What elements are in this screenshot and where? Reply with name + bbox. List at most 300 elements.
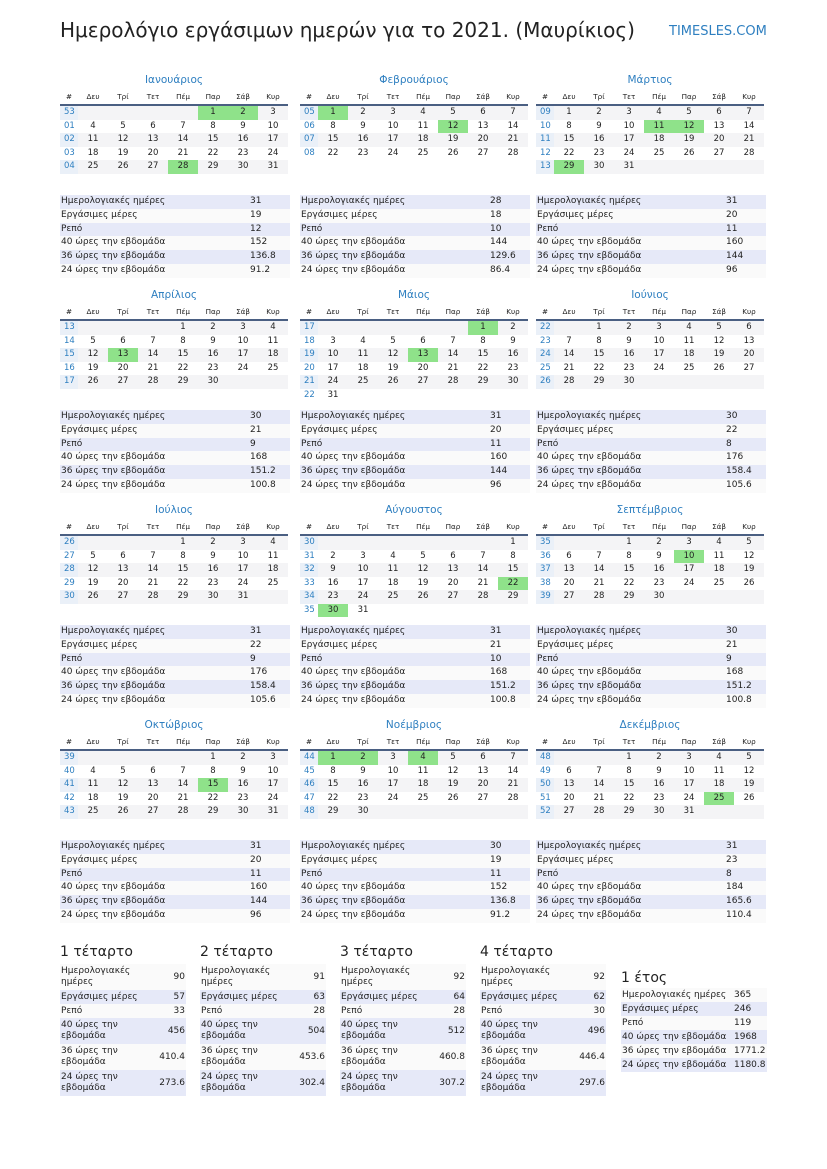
day-cell: 17 (258, 133, 288, 147)
month-table (300, 520, 528, 617)
stat-row (200, 1070, 326, 1096)
holiday-day-cell: 30 (318, 604, 348, 618)
day-cell (584, 750, 614, 765)
holiday-day-cell: 13 (108, 348, 138, 362)
week-number: 41 (60, 778, 78, 792)
day-cell (704, 805, 734, 819)
stat-row (536, 264, 766, 278)
week-row (300, 362, 528, 376)
day-cell: 17 (378, 778, 408, 792)
day-cell: 9 (656, 550, 662, 561)
day-cell: 18 (408, 133, 438, 147)
week-row (536, 133, 764, 147)
day-cell (348, 389, 378, 403)
month-table (60, 520, 288, 604)
stat-value: 96 (726, 264, 766, 278)
week-row (60, 362, 288, 376)
day-cell: 27 (554, 805, 584, 819)
weekday-header: Τετ (614, 90, 644, 105)
month-table (300, 735, 528, 819)
stat-label: Εργάσιμες μέρες (60, 639, 250, 653)
day-cell: 5 (704, 320, 734, 335)
stat-value: 31 (490, 410, 530, 424)
day-cell: 5 (734, 750, 764, 765)
stat-row (200, 990, 326, 1004)
day-cell: 11 (713, 550, 725, 561)
stat-row (300, 236, 530, 250)
week-row (300, 133, 528, 147)
weekday-header: Τρί (584, 305, 614, 320)
stat-label: Ρεπό (340, 1004, 432, 1018)
brand-link[interactable]: TIMESLES.COM (669, 24, 767, 39)
stat-label: Εργάσιμες μέρες (60, 990, 152, 1004)
day-cell: 7 (498, 105, 528, 120)
week-row (60, 577, 288, 591)
stat-value: 168 (490, 666, 530, 680)
day-cell (674, 160, 704, 174)
stat-label: Ημερολογιακές ημέρες (60, 964, 152, 990)
stat-row (300, 250, 530, 264)
day-cell: 5 (674, 105, 704, 120)
week-number: 48 (300, 805, 318, 819)
day-cell: 5 (390, 335, 396, 346)
day-cell: 24 (237, 362, 249, 373)
holiday-day-cell: 12 (674, 120, 704, 134)
stat-row (60, 451, 290, 465)
day-cell (138, 535, 168, 550)
month-table (60, 735, 288, 819)
day-cell: 8 (626, 765, 632, 776)
day-cell: 5 (90, 550, 96, 561)
stat-value: 12 (250, 223, 290, 237)
week-number: 38 (540, 577, 551, 588)
stat-label: Εργάσιμες μέρες (536, 424, 726, 438)
stat-label: Ρεπό (536, 868, 726, 882)
day-cell: 2 (330, 550, 336, 561)
day-cell: 7 (150, 550, 156, 561)
month-calendar (300, 717, 528, 819)
day-cell: 23 (237, 147, 249, 158)
month-calendar (300, 287, 528, 402)
day-cell: 6 (450, 550, 456, 561)
stat-row (536, 236, 766, 250)
day-cell: 9 (626, 335, 632, 346)
month-calendar (536, 717, 764, 819)
day-cell: 25 (348, 375, 378, 389)
day-cell: 28 (438, 375, 468, 389)
day-cell: 8 (596, 335, 602, 346)
day-cell: 18 (704, 778, 734, 792)
day-cell: 10 (653, 335, 665, 346)
day-cell: 20 (417, 362, 429, 373)
stat-value: 30 (726, 625, 766, 639)
day-cell (438, 389, 468, 403)
day-cell: 8 (180, 335, 186, 346)
stat-value: 28 (490, 195, 530, 209)
stat-label: Ημερολογιακές ημέρες (60, 625, 250, 639)
stat-value: 62 (572, 990, 606, 1004)
stat-label: 36 ώρες την εβδομάδα (300, 465, 490, 479)
day-cell: 31 (258, 805, 288, 819)
stat-label: Ημερολογιακές ημέρες (300, 410, 490, 424)
day-cell: 30 (584, 160, 614, 174)
day-cell: 19 (734, 563, 764, 577)
day-cell: 30 (644, 805, 674, 819)
stat-label: Εργάσιμες μέρες (536, 854, 726, 868)
day-cell: 16 (348, 778, 378, 792)
month-table (536, 305, 764, 389)
day-cell: 22 (563, 147, 575, 158)
day-cell: 1 (614, 535, 644, 550)
stat-label: 40 ώρες την εβδομάδα (300, 236, 490, 250)
week-row (536, 105, 764, 120)
stat-row (60, 964, 186, 990)
week-row (300, 563, 528, 577)
stat-value: 30 (250, 410, 290, 424)
stat-row (480, 1004, 606, 1018)
stat-row (60, 438, 290, 452)
stat-value: 20 (726, 209, 766, 223)
day-cell: 25 (713, 577, 725, 588)
stat-label: 36 ώρες την εβδομάδα (60, 680, 250, 694)
stat-row (300, 653, 530, 667)
day-cell: 12 (78, 563, 108, 577)
week-number: 46 (300, 778, 318, 792)
stat-row (300, 854, 530, 868)
day-cell: 7 (480, 550, 486, 561)
stat-row (300, 639, 530, 653)
quarter-stats (200, 964, 326, 1096)
stat-value: 23 (726, 854, 766, 868)
stat-value: 90 (152, 964, 186, 990)
day-cell: 28 (743, 147, 755, 158)
weekday-header: Τετ (138, 735, 168, 750)
weekday-header: Σάβ (704, 90, 734, 105)
stat-row (300, 694, 530, 708)
stat-value: 273.6 (152, 1070, 186, 1096)
day-cell (468, 604, 498, 618)
day-cell: 29 (468, 375, 498, 389)
day-cell: 17 (378, 133, 408, 147)
week-number: 15 (60, 348, 78, 362)
day-cell: 14 (584, 778, 614, 792)
day-cell: 3 (330, 335, 336, 346)
day-cell: 6 (468, 105, 498, 120)
week-row (60, 550, 288, 564)
day-cell: 10 (623, 120, 635, 131)
day-cell: 15 (318, 133, 348, 147)
month-stats (300, 410, 530, 493)
day-cell: 13 (743, 335, 755, 346)
stat-value: 453.6 (292, 1044, 326, 1070)
stat-row (60, 694, 290, 708)
day-cell (408, 805, 438, 819)
week-row (300, 348, 528, 362)
stat-label: 24 ώρες την εβδομάδα (621, 1058, 733, 1072)
day-cell (584, 535, 614, 550)
week-row (60, 765, 288, 779)
stat-label: 36 ώρες την εβδομάδα (621, 1044, 733, 1058)
day-cell: 29 (584, 375, 614, 389)
day-cell: 30 (644, 590, 674, 604)
day-cell: 29 (198, 805, 228, 819)
stat-row (60, 195, 290, 209)
holiday-day-cell: 2 (348, 750, 378, 765)
day-cell: 29 (168, 375, 198, 389)
day-cell: 18 (258, 348, 288, 362)
day-cell: 7 (596, 765, 602, 776)
stat-value: 28 (292, 1004, 326, 1018)
day-cell: 24 (387, 147, 399, 158)
week-number: 17 (60, 375, 78, 389)
stat-row (60, 895, 290, 909)
stat-label: 24 ώρες την εβδομάδα (536, 264, 726, 278)
day-cell (318, 535, 348, 550)
weekday-header: Παρ (438, 520, 468, 535)
day-cell: 19 (87, 362, 99, 373)
year-stats (621, 988, 767, 1072)
day-cell: 3 (258, 105, 288, 120)
weekday-header: Τρί (348, 90, 378, 105)
day-cell: 28 (584, 805, 614, 819)
day-cell: 1 (614, 750, 644, 765)
day-cell: 24 (683, 577, 695, 588)
stat-row (621, 1058, 767, 1072)
month-stats (536, 625, 766, 708)
day-cell (704, 160, 734, 174)
holiday-day-cell: 1 (198, 105, 228, 120)
day-cell: 11 (78, 133, 108, 147)
stat-row (300, 881, 530, 895)
weekday-header: Δευ (78, 305, 108, 320)
day-cell (734, 590, 764, 604)
stat-label: Ρεπό (300, 223, 490, 237)
day-cell: 9 (318, 563, 348, 577)
day-cell: 4 (674, 320, 704, 335)
day-cell: 12 (743, 765, 755, 776)
weekday-header: Δευ (554, 305, 584, 320)
day-cell: 19 (117, 147, 129, 158)
weekday-header: Σάβ (468, 520, 498, 535)
month-calendar (536, 287, 764, 389)
stat-row (300, 195, 530, 209)
day-cell: 24 (348, 590, 378, 604)
day-cell: 4 (258, 535, 288, 550)
week-number: 35 (304, 604, 315, 615)
day-cell: 8 (510, 550, 516, 561)
day-cell (438, 320, 468, 335)
week-number-header: # (60, 735, 78, 750)
day-cell: 22 (327, 147, 339, 158)
day-cell: 26 (378, 375, 408, 389)
day-cell: 31 (357, 604, 369, 615)
day-cell (554, 320, 584, 335)
day-cell: 31 (614, 160, 644, 174)
stat-label: 24 ώρες την εβδομάδα (536, 479, 726, 493)
day-cell: 21 (447, 362, 459, 373)
day-cell: 16 (198, 563, 228, 577)
day-cell: 4 (644, 105, 674, 120)
stat-value: 144 (726, 250, 766, 264)
stat-value: 136.8 (250, 250, 290, 264)
day-cell: 24 (653, 362, 665, 373)
day-cell: 2 (498, 320, 528, 335)
day-cell: 4 (390, 550, 396, 561)
quarter-stats (60, 964, 186, 1096)
weekday-header: Τρί (108, 520, 138, 535)
stat-value: 20 (250, 854, 290, 868)
day-cell: 26 (408, 590, 438, 604)
day-cell (408, 535, 438, 550)
day-cell: 19 (87, 577, 99, 588)
stat-label: Ρεπό (60, 438, 250, 452)
weekday-header: Κυρ (498, 735, 528, 750)
stat-value: 31 (490, 625, 530, 639)
day-cell: 11 (348, 348, 378, 362)
day-cell: 29 (318, 805, 348, 819)
stat-row (300, 223, 530, 237)
week-number: 36 (540, 550, 551, 561)
week-number: 18 (304, 335, 315, 346)
stat-label: 36 ώρες την εβδομάδα (536, 465, 726, 479)
day-cell: 7 (596, 550, 602, 561)
holiday-day-cell: 15 (198, 778, 228, 792)
day-cell: 14 (168, 133, 198, 147)
week-number-header: # (300, 305, 318, 320)
stat-row (621, 1044, 767, 1058)
day-cell: 17 (674, 778, 704, 792)
stat-label: Ρεπό (536, 653, 726, 667)
week-number: 43 (60, 805, 78, 819)
stat-row (200, 1004, 326, 1018)
day-cell: 9 (360, 120, 366, 131)
stat-label: Ρεπό (60, 1004, 152, 1018)
weekday-header: Τρί (108, 305, 138, 320)
day-cell: 27 (138, 805, 168, 819)
day-cell: 22 (623, 577, 635, 588)
day-cell: 25 (267, 577, 279, 588)
day-cell: 25 (683, 362, 695, 373)
day-cell: 18 (87, 147, 99, 158)
stat-label: 36 ώρες την εβδομάδα (300, 680, 490, 694)
stat-row (60, 1044, 186, 1070)
week-number: 51 (540, 792, 551, 803)
month-name: Οκτώβριος (144, 719, 204, 731)
day-cell: 13 (108, 563, 138, 577)
day-cell (734, 805, 764, 819)
day-cell: 2 (644, 535, 674, 550)
day-cell: 27 (713, 147, 725, 158)
weekday-header: Πέμ (408, 520, 438, 535)
stat-label: 36 ώρες την εβδομάδα (300, 250, 490, 264)
stat-row (60, 639, 290, 653)
day-cell: 19 (438, 778, 468, 792)
day-cell: 8 (330, 120, 336, 131)
week-row (60, 778, 288, 792)
stat-value: 10 (490, 653, 530, 667)
week-row (60, 792, 288, 806)
day-cell: 31 (327, 389, 339, 400)
day-cell: 15 (198, 133, 228, 147)
stat-label: Ημερολογιακές ημέρες (60, 195, 250, 209)
day-cell: 13 (138, 133, 168, 147)
week-number: 35 (536, 535, 554, 550)
weekday-header: Πέμ (168, 305, 198, 320)
week-row (60, 105, 288, 120)
day-cell: 10 (387, 765, 399, 776)
stat-row (536, 250, 766, 264)
day-cell: 14 (507, 765, 519, 776)
stat-row (60, 840, 290, 854)
day-cell: 2 (584, 105, 614, 120)
day-cell: 25 (78, 160, 108, 174)
day-cell: 10 (683, 765, 695, 776)
stat-label: Εργάσιμες μέρες (480, 990, 572, 1004)
month-name: Μάρτιος (627, 74, 673, 86)
day-cell: 16 (228, 133, 258, 147)
week-number-header: # (60, 305, 78, 320)
day-cell: 10 (318, 348, 348, 362)
day-cell: 10 (348, 563, 378, 577)
weekday-header: Πέμ (168, 735, 198, 750)
day-cell: 28 (138, 375, 168, 389)
day-cell: 7 (566, 335, 572, 346)
stat-row (536, 653, 766, 667)
stat-label: 24 ώρες την εβδομάδα (536, 694, 726, 708)
day-cell: 27 (477, 792, 489, 803)
day-cell: 9 (240, 765, 246, 776)
weekday-header: Κυρ (498, 90, 528, 105)
weekday-header: Σάβ (704, 305, 734, 320)
stat-label: Ρεπό (536, 438, 726, 452)
stat-label: 36 ώρες την εβδομάδα (60, 250, 250, 264)
day-cell: 12 (108, 133, 138, 147)
week-number: 28 (60, 563, 78, 577)
day-cell: 12 (78, 348, 108, 362)
day-cell: 18 (387, 577, 399, 588)
week-row (300, 604, 528, 618)
stat-row (340, 1044, 466, 1070)
week-number: 48 (536, 750, 554, 765)
day-cell: 3 (674, 750, 704, 765)
weekday-header: Τετ (138, 90, 168, 105)
weekday-header: Τετ (378, 520, 408, 535)
week-number: 04 (60, 160, 78, 174)
day-cell: 10 (237, 550, 249, 561)
weekday-header: Πέμ (644, 90, 674, 105)
stat-value: 365 (733, 988, 767, 1002)
day-cell: 21 (147, 577, 159, 588)
day-cell: 12 (378, 348, 408, 362)
week-number: 13 (60, 320, 78, 335)
day-cell: 20 (563, 577, 575, 588)
week-number: 31 (304, 550, 315, 561)
day-cell: 19 (674, 133, 704, 147)
day-cell: 23 (653, 577, 665, 588)
stat-row (300, 840, 530, 854)
week-row (536, 120, 764, 134)
stat-label: 24 ώρες την εβδομάδα (340, 1070, 432, 1096)
day-cell: 18 (704, 563, 734, 577)
day-cell: 26 (108, 805, 138, 819)
day-cell: 27 (743, 362, 755, 373)
month-stats (536, 195, 766, 278)
stat-row (621, 988, 767, 1002)
day-cell: 4 (90, 120, 96, 131)
stat-label: 40 ώρες την εβδομάδα (621, 1030, 733, 1044)
week-number: 30 (60, 590, 78, 604)
day-cell (498, 805, 528, 819)
